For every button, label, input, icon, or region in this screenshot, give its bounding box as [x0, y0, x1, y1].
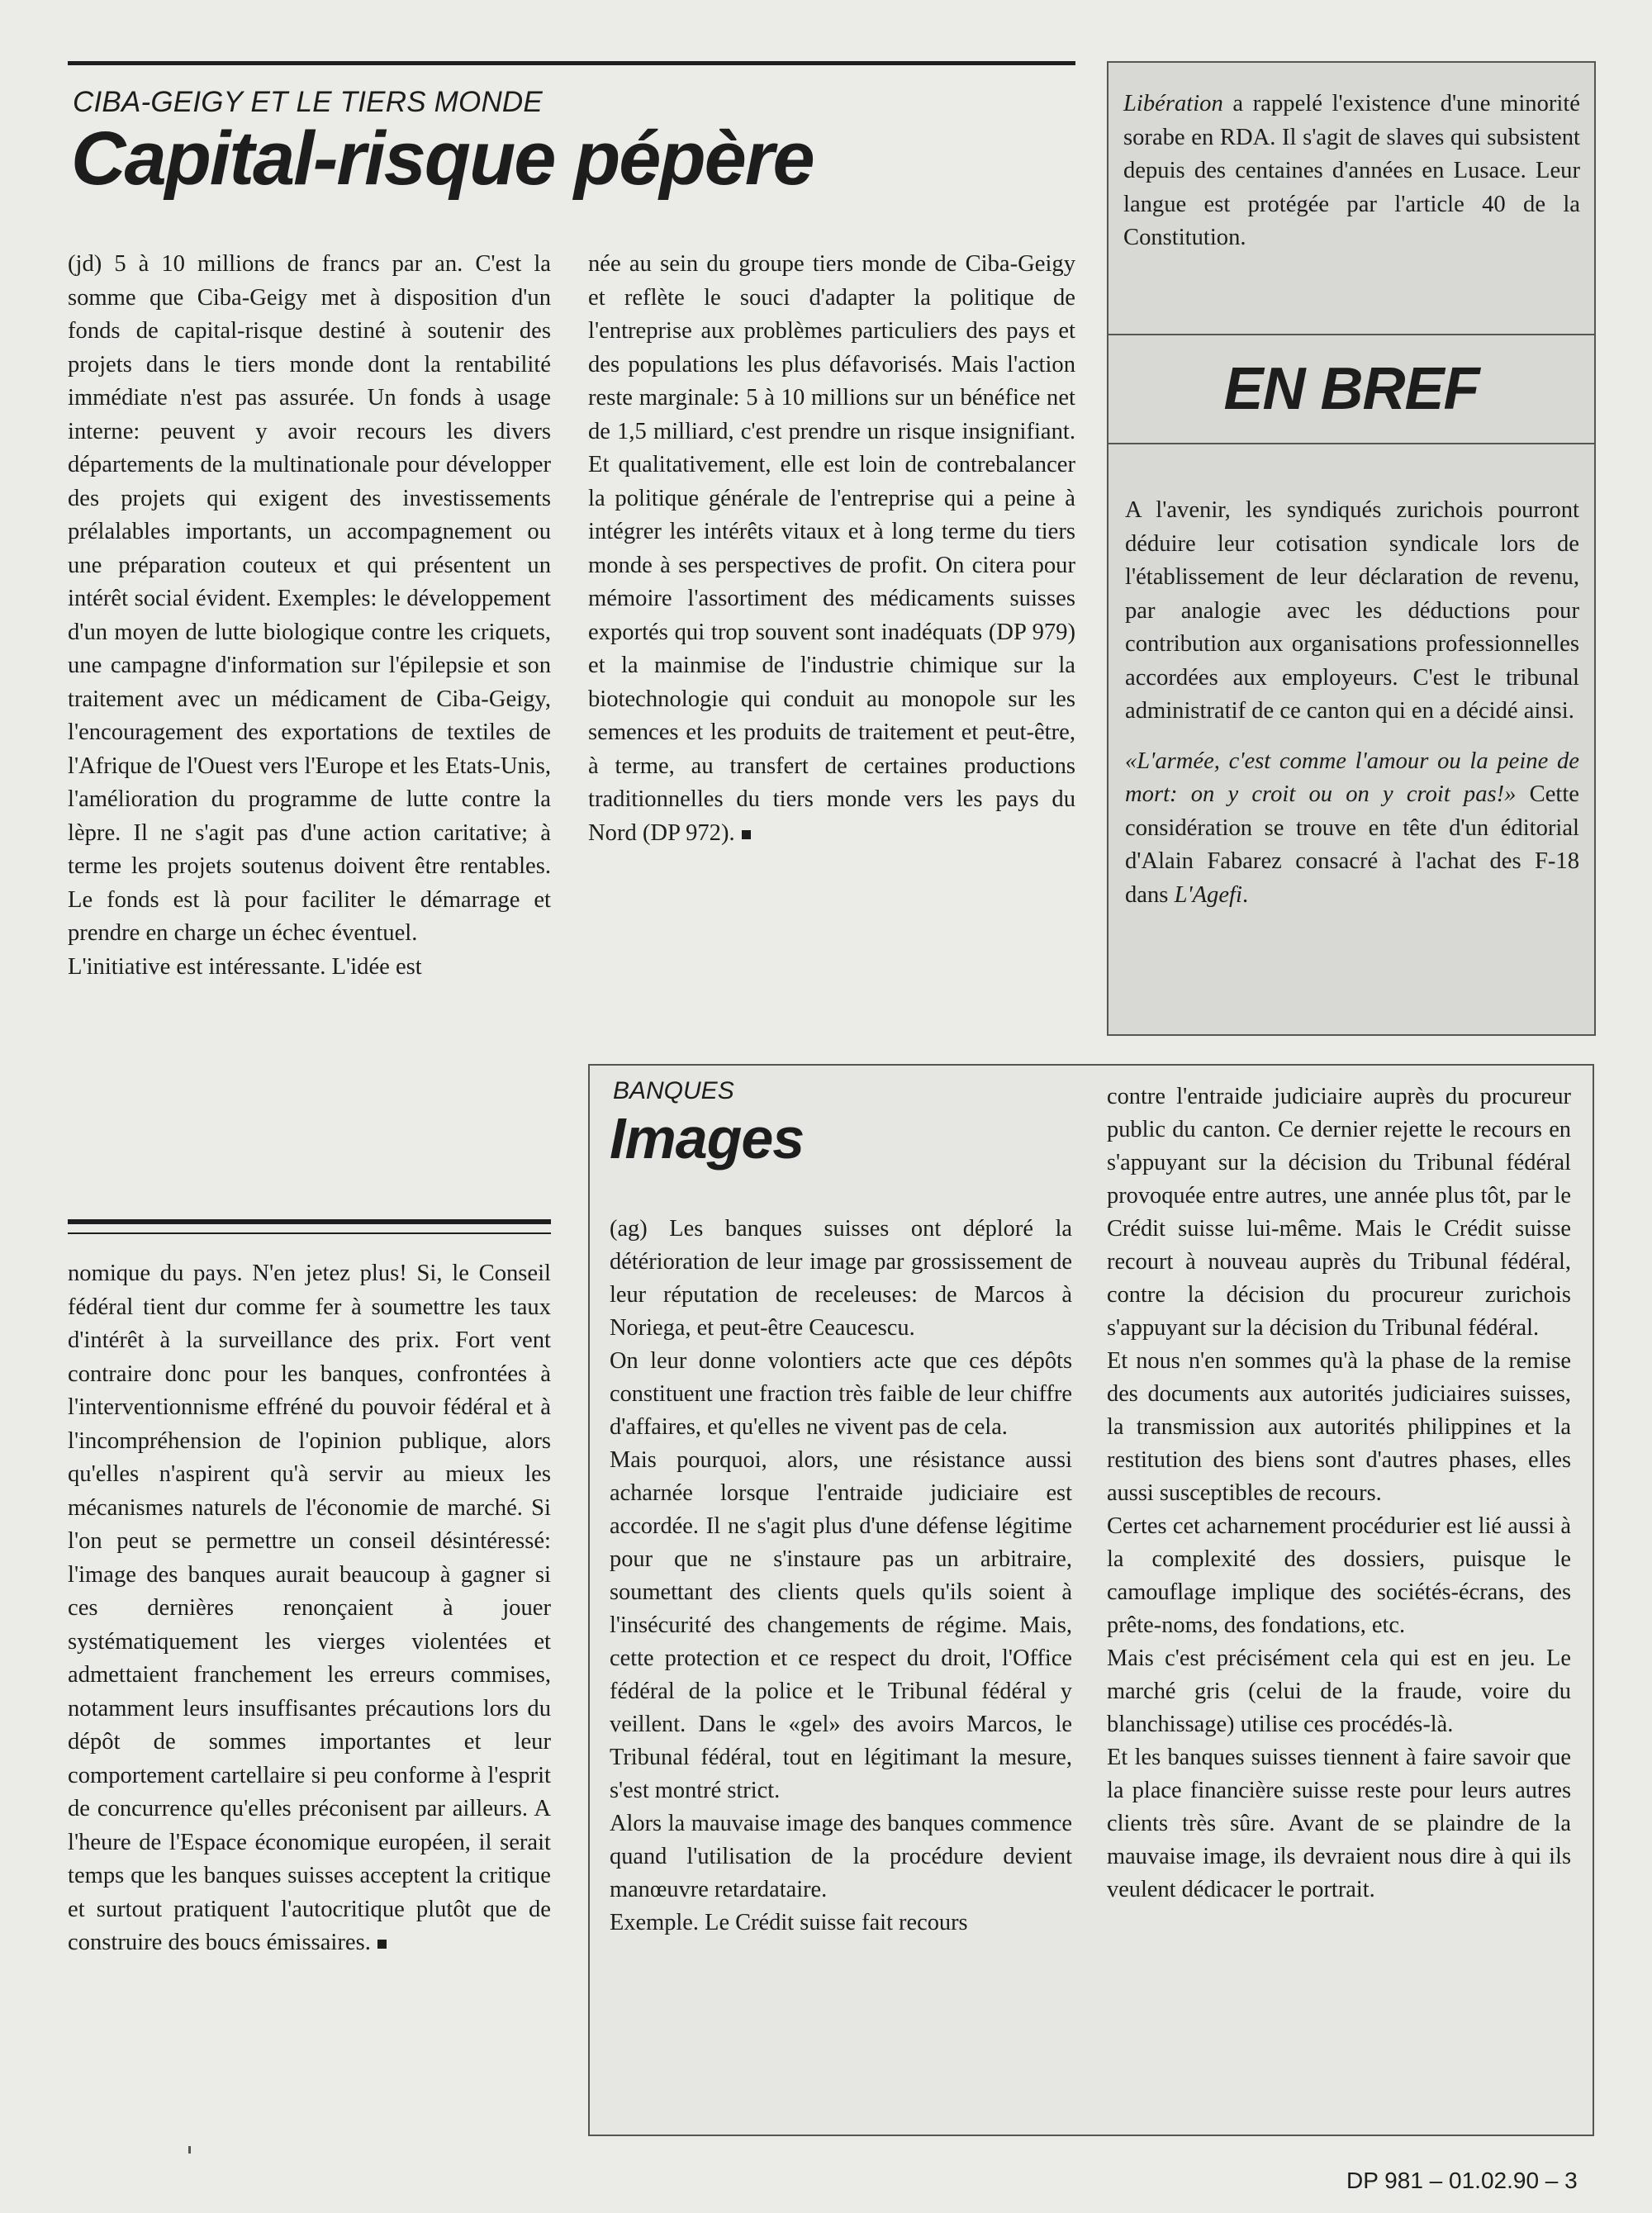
article-paragraph: L'initiative est intéressante. L'idée est: [68, 953, 422, 980]
sidebar-divider: [1107, 443, 1596, 444]
print-speck: [188, 2146, 191, 2154]
liberation-paragraph: Libération a rappelé l'existence d'une minorité sorabe en RDA. Il s'agit de slaves qui subsistent depuis des centaines d'années en Lusace. Leur langue est protégée par l'article 40 de la Constitution.: [1123, 91, 1580, 250]
banques-column-left: [610, 1213, 1072, 1940]
banques-paragraph: (ag) Les banques suisses ont déploré la détérioration de leur image par grossissement de leur réputation de receleuses: de Marcos à Noriega, et peut-être Ceaucescu.: [610, 1216, 1072, 1341]
banques-paragraph: Et nous n'en sommes qu'à la phase de la remise des documents aux autorités judiciaires suisses, la transmission aux autorités philippines et la restitution des biens sont d'autres phases, elles aussi susceptibles de recours.: [1107, 1348, 1571, 1506]
banques-paragraph: contre l'entraide judiciaire auprès du procureur public du canton. Ce dernier rejette le recours en s'appuyant sur la décision du Tribunal fédéral provoquée entre autres, une année plus tôt, par le Crédit suisse lui-même. Mais le Crédit suisse recourt à nouveau auprès du Tribunal fédéral, contre la décision du procureur zurichois s'appuyant sur la décision du Tribunal fédéral.: [1107, 1084, 1571, 1341]
banques-column-right: [1107, 1080, 1571, 1907]
continuation-paragraph: nomique du pays. N'en jetez plus! Si, le Conseil fédéral tient dur comme fer à soumettre les taux d'intérêt à la surveillance des prix. Fort vent contraire donc pour les banques, confrontées à l'interventionnisme effréné du pouvoir fédéral et à l'incompréhension de l'opinion publique, alors qu'elles n'aspirent qu'à servir au mieux les mécanismes naturels de l'économie de marché. Si l'on peut se permettre un conseil désintéressé: l'image des banques aurait beaucoup à gagner si ces dernières renonçaient à jouer systématiquement les vierges violentées et admettaient franchement les erreurs commises, notamment leurs insuffisantes précautions lors du dépôt de sommes importantes et leur comportement cartellaire si peu conforme à l'esprit de concurrence qu'elles préconisent par ailleurs. A l'heure de l'Espace économique européen, il serait temps que les banques suisses acceptent la critique et surtout pratiquent l'autocritique plutôt que de construire des boucs émissaires.: [68, 1261, 551, 1955]
article-kicker: CIBA-GEIGY ET LE TIERS MONDE: [73, 86, 543, 118]
en-bref-items: [1125, 494, 1579, 928]
continuation-column: [68, 1257, 551, 1960]
end-mark-icon: [742, 830, 751, 839]
sidebar-divider: [1107, 334, 1596, 335]
banques-paragraph: Et les banques suisses tiennent à faire savoir que la place financière suisse reste pour leurs autres clients très sûre. Avant de se plaindre de la mauvaise image, ils devraient nous dire à qui ils veulent dédicacer le portrait.: [1107, 1745, 1571, 1902]
banques-kicker: BANQUES: [613, 1077, 734, 1104]
en-bref-item-2: «L'armée, c'est comme l'amour ou la peine de mort: on y croit ou on y croit pas!» Cette considération se trouve en tête d'un éditorial d'Alain Fabarez consacré à l'achat des F-18 dans L'Agefi.: [1125, 748, 1579, 908]
banques-paragraph: On leur donne volontiers acte que ces dépôts constituent une fraction très faible de leur chiffre d'affaires, et qu'elles ne vivent pas de cela.: [610, 1348, 1072, 1440]
end-mark-icon: [377, 1940, 387, 1949]
page-footer: DP 981 – 01.02.90 – 3: [1346, 2168, 1578, 2193]
article-column-2: [588, 248, 1075, 850]
banques-paragraph: Mais pourquoi, alors, une résistance aussi acharnée lorsque l'entraide judiciaire est accordée. Il ne s'agit plus d'une défense légitime pour que ne s'instaure pas un arbitraire, soumettant des clients quels qu'ils soient à l'insécurité des changements de régime. Mais, cette protection et ce respect du droit, l'Office fédéral de la police et le Tribunal fédéral y veillent. Dans le «gel» des avoirs Marcos, le Tribunal fédéral, tout en légitimant la mesure, s'est montré strict.: [610, 1447, 1072, 1803]
en-bref-heading: EN BREF: [1223, 356, 1479, 422]
banques-paragraph: Alors la mauvaise image des banques commence quand l'utilisation de la procédure devient manœuvre retardataire.: [610, 1811, 1072, 1902]
banques-paragraph: Exemple. Le Crédit suisse fait recours: [610, 1910, 968, 1935]
article-headline: Capital-risque pépère: [71, 116, 814, 201]
liberation-source: Libération: [1123, 91, 1223, 116]
section-divider: [68, 1219, 551, 1234]
banques-title: Images: [610, 1106, 805, 1171]
sidebar-liberation-note: [1123, 88, 1580, 255]
article-paragraph: née au sein du groupe tiers monde de Ciba-Geigy et reflète le souci d'adapter la politique de l'entreprise aux problèmes particuliers des pays et des populations les plus défavorisés. Mais l'action reste marginale: 5 à 10 millions sur un bénéfice net de 1,5 milliard, c'est prendre un risque insignifiant. Et qualitativement, elle est loin de contrebalancer la politique générale de l'entreprise qui a peine à intégrer les intérêts vitaux et à long terme du tiers monde à ses perspectives de profit. On citera pour mémoire l'assortiment des médicaments suisses exportés qui trop souvent sont inadéquats (DP 979) et la mainmise de l'industrie chimique sur la biotechnologie qui conduit au monopole sur les semences et les produits de traitement et peut-être, à terme, au transfert de certaines productions traditionnelles du tiers monde vers les pays du Nord (DP 972).: [588, 251, 1075, 846]
banques-paragraph: Certes cet acharnement procédurier est lié aussi à la complexité des dossiers, puisque le camouflage implique des sociétés-écrans, des prête-noms, des fondations, etc.: [1107, 1513, 1571, 1638]
top-rule: [68, 61, 1075, 65]
article-paragraph: (jd) 5 à 10 millions de francs par an. C'est la somme que Ciba-Geigy met à disposition d'un fonds de capital-risque destiné à soutenir des projets dans le tiers monde dont la rentabilité immédiate n'est pas assurée. Un fonds à usage interne: peuvent y avoir recours les divers départements de la multinationale pour développer des projets qui exigent des investissements prélalables importants, un accompagnement ou une préparation couteux et qui présentent un intérêt social évident. Exemples: le développement d'un moyen de lutte biologique contre les criquets, une campagne d'information sur l'épilepsie et son traitement avec un médicament de Ciba-Geigy, l'encouragement des exportations de textiles de l'Afrique de l'Ouest vers l'Europe et les Etats-Unis, l'amélioration du programme de lutte contre la lèpre. Il ne s'agit pas d'une action caritative; à terme les projets soutenus doivent être rentables. Le fonds est là pour faciliter le démarrage et prendre en charge un échec éventuel.: [68, 251, 551, 946]
en-bref-item-1: A l'avenir, les syndiqués zurichois pourront déduire leur cotisation syndicale lors de l'établissement de leur déclaration de revenu, par analogie avec les déductions pour contribution aux organisations professionnelles accordées aux employeurs. C'est le tribunal administratif de ce canton qui en a décidé ainsi.: [1125, 497, 1579, 724]
article-column-1: [68, 248, 551, 984]
banques-paragraph: Mais c'est précisément cela qui est en jeu. Le marché gris (celui de la fraude, voire du blanchissage) utilise ces procédés-là.: [1107, 1646, 1571, 1737]
